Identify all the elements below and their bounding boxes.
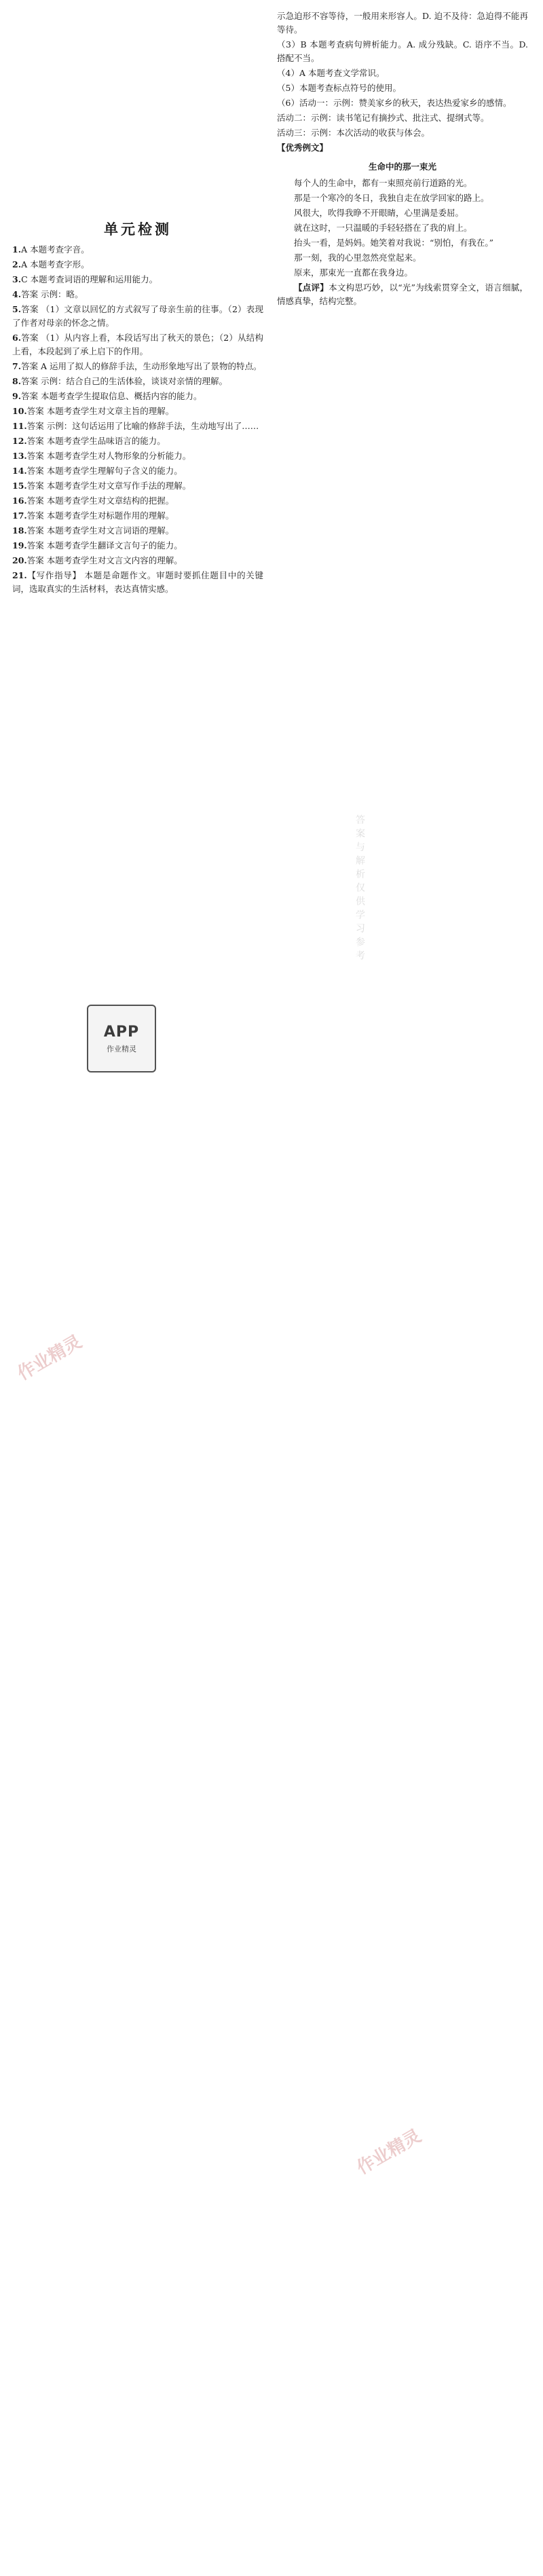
answer-text: 答案 （1）从内容上看，本段话写出了秋天的景色；（2）从结构上看，本段起到了承上启下的作用。 [12, 333, 263, 356]
question-number: 11. [12, 421, 27, 431]
essay-paragraph: 抬头一看，是妈妈。她笑着对我说：“别怕，有我在。” [294, 238, 494, 248]
essay-section [277, 141, 528, 308]
answer-item [12, 419, 263, 433]
answer-text: 答案 本题考查学生对标题作用的理解。 [26, 510, 174, 521]
right-text-line: 活动三：示例：本次活动的收获与体会。 [277, 128, 430, 138]
question-number: 8. [12, 376, 22, 386]
logo-line1: APP [103, 1023, 140, 1041]
essay-paragraph: 就在这时，一只温暖的手轻轻搭在了我的肩上。 [294, 223, 472, 233]
question-number: 12. [12, 436, 27, 446]
app-logo-stamp [87, 1005, 156, 1072]
comment-label: 【点评】 [294, 282, 329, 293]
right-text-line: 示急迫形不容等待，一般用来形容人。D. 迫不及待：急迫得不能再等待。 [277, 11, 528, 35]
answer-item [12, 273, 263, 286]
answer-text: A 本题考查字形。 [21, 259, 90, 269]
unit-title: 单元检测 [104, 221, 172, 238]
question-number: 10. [12, 406, 27, 416]
question-number: 6. [12, 333, 22, 343]
answer-text: 答案 示例：略。 [21, 289, 83, 299]
answer-item [12, 434, 263, 448]
question-number: 21. [12, 570, 27, 580]
answer-item [12, 331, 263, 358]
question-number: 16. [12, 496, 27, 506]
answer-text: 答案 A 运用了拟人的修辞手法，生动形象地写出了景物的特点。 [21, 361, 262, 371]
question-number: 18. [12, 525, 27, 536]
question-number: 9. [12, 391, 22, 401]
essay-label: 【优秀例文】 [277, 143, 329, 153]
right-text-line: （4）A 本题考查文学常识。 [277, 68, 385, 78]
left-column [12, 10, 263, 2569]
watermark-text: 作业精灵 [353, 2125, 425, 2179]
question-number: 3. [12, 274, 22, 284]
answer-text: 答案 （1）文章以回忆的方式叙写了母亲生前的往事。（2）表现了作者对母亲的怀念之情。 [12, 304, 263, 328]
answer-text: 答案 本题考查学生对人物形象的分析能力。 [26, 451, 191, 461]
watermark-text: 作业精灵 [14, 1331, 86, 1385]
top-spacer [12, 10, 263, 213]
answer-text: 答案 本题考查学生对文言文内容的理解。 [26, 555, 183, 565]
answer-text: 答案 本题考查学生对文章写作手法的理解。 [26, 481, 191, 491]
answer-text: C 本题考查词语的理解和运用能力。 [21, 274, 158, 284]
answer-item [12, 258, 263, 272]
essay-title: 生命中的那一束光 [368, 162, 436, 172]
answer-text: 答案 本题考查学生对文章结构的把握。 [26, 496, 174, 506]
answer-text: 答案 本题考查学生提取信息、概括内容的能力。 [21, 391, 202, 401]
answer-item [12, 243, 263, 257]
answer-text: 答案 示例：这句话运用了比喻的修辞手法，生动地写出了…… [26, 421, 259, 431]
answer-item [12, 360, 263, 373]
essay-paragraph: 那是一个寒冷的冬日，我独自走在放学回家的路上。 [294, 193, 489, 203]
question-number: 4. [12, 289, 22, 299]
right-column-text [277, 10, 528, 140]
answer-item [12, 405, 263, 418]
answer-item [12, 449, 263, 463]
question-number: 15. [12, 481, 27, 491]
answer-item [12, 494, 263, 508]
question-number: 5. [12, 304, 22, 314]
answer-item [12, 509, 263, 523]
answer-text: 答案 示例：结合自己的生活体验，谈谈对亲情的理解。 [21, 376, 228, 386]
answer-text: 答案 本题考查学生品味语言的能力。 [26, 436, 166, 446]
right-text-line: 活动二：示例：读书笔记有摘抄式、批注式、提纲式等。 [277, 113, 489, 123]
essay-body [277, 176, 528, 280]
essay-paragraph: 原来，那束光一直都在我身边。 [294, 267, 413, 278]
answer-item [12, 303, 263, 330]
answer-text: 答案 本题考查学生对文言词语的理解。 [26, 525, 174, 536]
essay-comment [277, 281, 528, 308]
right-text-line: （6）活动一：示例：赞美家乡的秋天，表达热爱家乡的感情。 [277, 98, 512, 108]
answer-text: 答案 本题考查学生对文章主旨的理解。 [26, 406, 174, 416]
answer-item [12, 524, 263, 538]
answer-item [12, 390, 263, 403]
essay-paragraph: 每个人的生命中，都有一束照亮前行道路的光。 [294, 178, 472, 188]
essay-paragraph: 风很大，吹得我睁不开眼睛，心里满是委屈。 [294, 208, 464, 218]
essay-paragraph: 那一刻，我的心里忽然亮堂起来。 [294, 253, 422, 263]
answer-item [12, 479, 263, 493]
answer-item [12, 539, 263, 553]
question-number: 20. [12, 555, 27, 565]
answer-text: 答案 本题考查学生理解句子含义的能力。 [26, 466, 183, 476]
answer-text: 答案 本题考查学生翻译文言句子的能力。 [26, 540, 183, 550]
question-number: 1. [12, 244, 22, 255]
question-number: 17. [12, 510, 27, 521]
question-number: 19. [12, 540, 27, 550]
logo-line2: 作业精灵 [107, 1044, 136, 1053]
answer-item [12, 288, 263, 301]
answer-item [12, 375, 263, 388]
answer-text: 【写作指导】 本题是命题作文。审题时要抓住题目中的关键词，选取真实的生活材料，表达真情实感。 [12, 570, 263, 594]
answer-text: A 本题考查字音。 [21, 244, 90, 255]
answer-list [12, 243, 263, 596]
right-column [277, 10, 528, 2569]
question-number: 13. [12, 451, 27, 461]
question-number: 2. [12, 259, 22, 269]
answer-item [12, 569, 263, 596]
right-text-line: （5）本题考查标点符号的使用。 [277, 83, 401, 93]
side-watermark: 答案与解析仅供学习参考 [354, 815, 365, 964]
question-number: 7. [12, 361, 22, 371]
comment-text: 本文构思巧妙，以“光”为线索贯穿全文，语言细腻，情感真挚，结构完整。 [277, 282, 528, 306]
question-number: 14. [12, 466, 27, 476]
right-text-line: （3）B 本题考查病句辨析能力。A. 成分残缺。C. 语序不当。D. 搭配不当。 [277, 39, 528, 63]
answer-item [12, 554, 263, 567]
answer-item [12, 464, 263, 478]
